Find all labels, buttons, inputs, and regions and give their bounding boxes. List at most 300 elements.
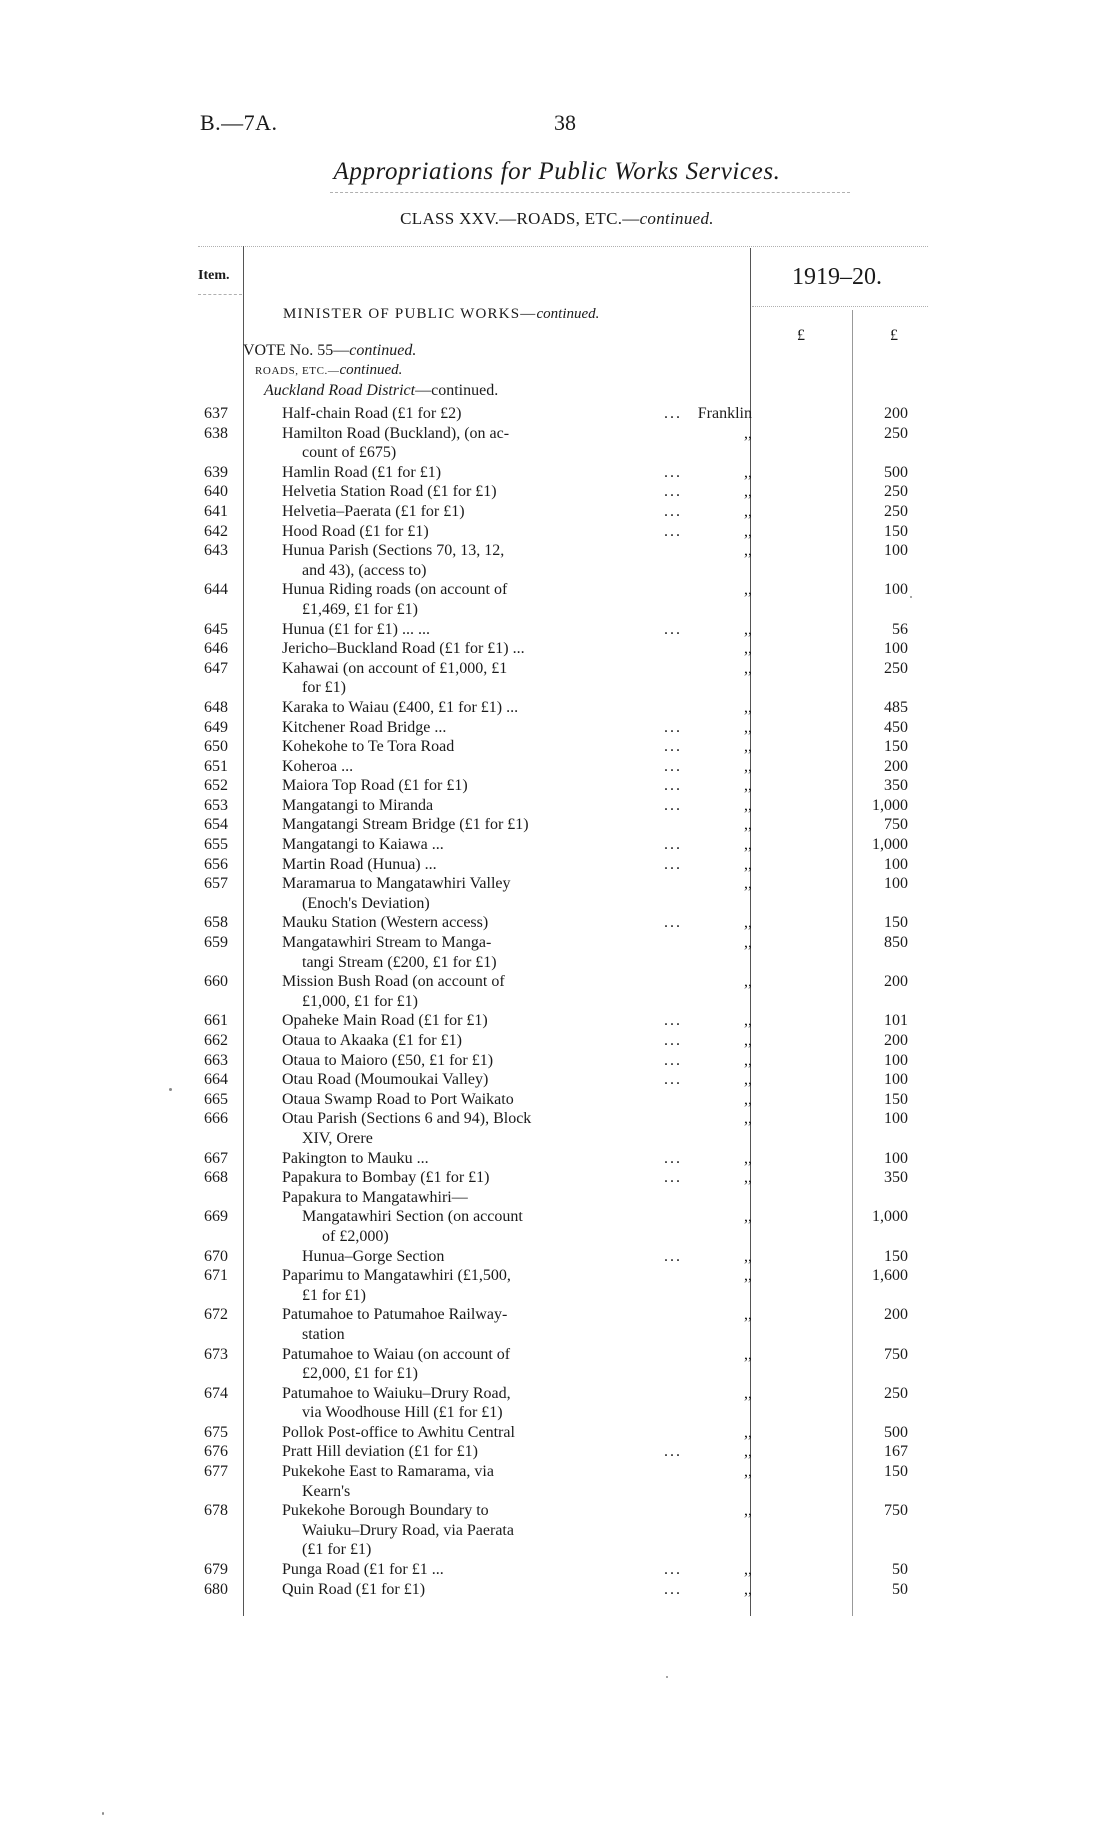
description-line: Martin Road (Hunua) ... (282, 855, 437, 873)
description-line: Helvetia–Paerata (£1 for £1) (282, 502, 465, 520)
item-description (282, 718, 612, 738)
description-line: and 43), (access to) (302, 561, 427, 579)
item-number: 659 (204, 934, 228, 952)
description-line: Otaua Swamp Road to Port Waikato (282, 1090, 514, 1108)
leader-dots: ... (664, 1149, 682, 1167)
title-rule (330, 192, 850, 193)
scan-speck (910, 596, 912, 598)
leader-dots: ... (664, 738, 682, 756)
leader-dots: ... (664, 1032, 682, 1049)
description-line: Punga Road (£1 for £1 ... (282, 1561, 444, 1579)
table-row (0, 698, 1114, 718)
description-line: Waiuku–Drury Road, via Paerata (302, 1521, 514, 1539)
vote-heading-main: VOTE No. 55— (243, 342, 350, 359)
amount-cell: 200 (884, 1032, 908, 1049)
item-number: 665 (204, 1090, 228, 1108)
description-line: Kohekohe to Te Tora Road (282, 738, 455, 756)
amount-cell: 1,000 (872, 1208, 908, 1226)
table-row (0, 463, 1114, 483)
table-row (0, 1423, 1114, 1443)
description-line: Pakington to Mauku ... (282, 1149, 429, 1167)
item-number: 640 (204, 483, 228, 501)
amount-cell: 250 (884, 424, 908, 442)
amount-cell: 1,000 (872, 796, 908, 814)
amount-cell: 100 (884, 1149, 908, 1167)
district-location: ,, (744, 796, 752, 814)
item-description (282, 874, 612, 913)
description-line: Kahawai (on account of £1,000, £1 (282, 659, 508, 677)
amount-cell: 350 (884, 777, 908, 795)
item-description (282, 1305, 612, 1344)
table-row (0, 874, 1114, 913)
description-line: Maramarua to Mangatawhiri Valley (282, 875, 511, 893)
district-location: ,, (744, 1149, 752, 1167)
leader-dots: ... (664, 620, 682, 638)
item-description (282, 1090, 612, 1110)
district-heading-main: Auckland Road District (264, 382, 416, 399)
description-line: Pukekohe East to Ramarama, via (282, 1463, 494, 1481)
amount-cell: 50 (892, 1580, 908, 1598)
table-row (0, 1070, 1114, 1090)
item-description (282, 1266, 612, 1305)
leader-dots: ... (664, 522, 682, 540)
item-description (282, 776, 612, 796)
roads-heading (255, 362, 402, 379)
item-number: 678 (204, 1502, 228, 1520)
description-line: (£1 for £1) (302, 1541, 372, 1559)
description-line: Mangatawhiri Section (on account (302, 1208, 523, 1226)
district-location: ,, (744, 1561, 752, 1579)
description-line: XIV, Orere (302, 1129, 373, 1147)
description-line: £1 for £1) (302, 1286, 366, 1304)
item-description (282, 1011, 612, 1031)
item-description (282, 698, 612, 718)
amount-cell: 850 (884, 934, 908, 952)
item-description (282, 1345, 612, 1384)
amount-cell: 750 (884, 1502, 908, 1520)
district-location: Franklin (697, 405, 752, 422)
description-line: Hunua Riding roads (on account of (282, 581, 508, 599)
description-line: Otaua to Akaaka (£1 for £1) (282, 1032, 462, 1049)
item-number: 675 (204, 1423, 228, 1441)
roads-heading-main: ROADS, ETC.— (255, 365, 340, 377)
item-number: 648 (204, 698, 228, 716)
minister-heading-main: MINISTER OF PUBLIC WORKS— (283, 306, 537, 322)
leader-dots: ... (664, 1012, 682, 1030)
district-location: ,, (744, 934, 752, 952)
item-number: 670 (204, 1247, 228, 1265)
description-line: Kearn's (302, 1482, 351, 1500)
item-description (282, 1168, 612, 1188)
item-description (282, 639, 612, 659)
district-heading-cont: —continued. (415, 382, 499, 399)
district-location: ,, (744, 914, 752, 932)
leader-dots: ... (664, 1443, 682, 1461)
description-line: £1,469, £1 for £1) (302, 600, 418, 618)
district-location: ,, (744, 1247, 752, 1265)
table-row (0, 424, 1114, 463)
vote-heading-cont: continued. (349, 342, 417, 359)
description-line: Mission Bush Road (on account of (282, 973, 505, 991)
district-location: ,, (744, 640, 752, 658)
table-top-rule (198, 246, 928, 247)
table-row (0, 1188, 1114, 1208)
table-row (0, 776, 1114, 796)
item-number: 666 (204, 1110, 228, 1128)
item-description (282, 913, 612, 933)
class-subtitle-cont: continued. (639, 209, 714, 228)
item-number: 656 (204, 855, 228, 873)
item-number: 677 (204, 1463, 228, 1481)
leader-dots: ... (664, 855, 682, 873)
table-row (0, 1305, 1114, 1344)
description-line: £2,000, £1 for £1) (302, 1365, 418, 1383)
amount-cell: 100 (884, 640, 908, 658)
district-location: ,, (744, 1208, 752, 1226)
description-line: count of £675) (302, 444, 397, 462)
district-location: ,, (744, 777, 752, 795)
year-column-header: 1919–20. (792, 264, 882, 290)
leader-dots: ... (664, 502, 682, 520)
table-row (0, 1462, 1114, 1501)
district-location: ,, (744, 620, 752, 638)
district-location: ,, (744, 1169, 752, 1187)
item-description (282, 463, 612, 483)
table-row (0, 1345, 1114, 1384)
amount-cell: 50 (892, 1561, 908, 1579)
description-line: Patumahoe to Patumahoe Railway- (282, 1306, 508, 1324)
district-location: ,, (744, 1306, 752, 1324)
amount-cell: 150 (884, 1090, 908, 1108)
item-description (282, 796, 612, 816)
amount-cell: 100 (884, 875, 908, 893)
district-location: ,, (744, 542, 752, 560)
appropriations-table (0, 404, 1114, 1599)
district-location: ,, (744, 855, 752, 873)
district-location: ,, (744, 816, 752, 834)
item-column-header: Item. (198, 268, 230, 283)
table-row (0, 620, 1114, 640)
description-line: via Woodhouse Hill (£1 for £1) (302, 1404, 503, 1422)
leader-dots: ... (664, 914, 682, 932)
description-line: tangi Stream (£200, £1 for £1) (302, 953, 497, 971)
table-row (0, 522, 1114, 542)
description-line: station (302, 1325, 345, 1343)
amount-cell: 167 (884, 1443, 908, 1461)
amount-cell: 100 (884, 542, 908, 560)
item-description (282, 815, 612, 835)
table-row (0, 933, 1114, 972)
item-number: 652 (204, 777, 228, 795)
description-line: Mangatangi to Kaiawa ... (282, 836, 444, 854)
item-description (282, 835, 612, 855)
item-number: 661 (204, 1012, 228, 1030)
district-location: ,, (744, 581, 752, 599)
description-line: Pukekohe Borough Boundary to (282, 1502, 489, 1520)
district-location: ,, (744, 1110, 752, 1128)
table-row (0, 502, 1114, 522)
amount-cell: 1,000 (872, 836, 908, 854)
leader-dots: ... (664, 777, 682, 795)
table-row (0, 659, 1114, 698)
district-location: ,, (744, 522, 752, 540)
description-line: Koheroa ... (282, 757, 354, 775)
amount-cell: 500 (884, 1423, 908, 1441)
table-row (0, 737, 1114, 757)
description-line: Hunua (£1 for £1) ... ... (282, 620, 430, 638)
item-number: 672 (204, 1306, 228, 1324)
item-description (282, 659, 612, 698)
amount-cell: 200 (884, 757, 908, 775)
amount-cell: 150 (884, 914, 908, 932)
item-description (282, 1247, 612, 1267)
item-number: 637 (204, 405, 228, 422)
amount-cell: 250 (884, 483, 908, 501)
table-row (0, 757, 1114, 777)
item-number: 667 (204, 1149, 228, 1167)
item-number: 658 (204, 914, 228, 932)
scan-speck (169, 1088, 172, 1091)
amount-cell: 200 (884, 1306, 908, 1324)
amount-cell: 101 (884, 1012, 908, 1030)
table-row (0, 482, 1114, 502)
item-number: 679 (204, 1561, 228, 1579)
roads-heading-cont: continued. (339, 362, 403, 378)
description-line: Papakura to Bombay (£1 for £1) (282, 1169, 490, 1187)
district-location: ,, (744, 1071, 752, 1089)
year-header-rule (752, 306, 928, 307)
item-description (282, 737, 612, 757)
district-location: ,, (744, 1443, 752, 1461)
amount-cell: 150 (884, 738, 908, 756)
item-number: 673 (204, 1345, 228, 1363)
item-number: 647 (204, 659, 228, 677)
description-line: Hunua–Gorge Section (302, 1247, 445, 1265)
item-description (282, 972, 612, 1011)
amount-cell: 56 (892, 620, 908, 638)
description-line: Jericho–Buckland Road (£1 for £1) ... (282, 640, 525, 658)
item-number: 660 (204, 973, 228, 991)
district-location: ,, (744, 1502, 752, 1520)
leader-dots: ... (664, 1071, 682, 1089)
table-row (0, 639, 1114, 659)
description-line: Otau Parish (Sections 6 and 94), Block (282, 1110, 532, 1128)
leader-dots: ... (664, 1247, 682, 1265)
leader-dots: ... (664, 796, 682, 814)
leader-dots: ... (664, 483, 682, 501)
item-number: 657 (204, 875, 228, 893)
table-row (0, 1109, 1114, 1148)
leader-dots: ... (664, 1169, 682, 1187)
description-line: Quin Road (£1 for £1) (282, 1580, 426, 1598)
description-line: Helvetia Station Road (£1 for £1) (282, 483, 497, 501)
item-number: 663 (204, 1051, 228, 1069)
description-line: Pollok Post-office to Awhitu Central (282, 1423, 515, 1441)
leader-dots: ... (664, 1580, 682, 1598)
item-number: 649 (204, 718, 228, 736)
leader-dots: ... (664, 463, 682, 481)
district-location: ,, (744, 1423, 752, 1441)
item-description (282, 933, 612, 972)
description-line: Maiora Top Road (£1 for £1) (282, 777, 468, 795)
table-row (0, 1207, 1114, 1246)
item-description (282, 1384, 612, 1423)
item-description (282, 620, 612, 640)
district-heading (264, 382, 498, 400)
table-row (0, 1051, 1114, 1071)
item-description (282, 757, 612, 777)
item-description (282, 502, 612, 522)
item-number: 662 (204, 1032, 228, 1049)
district-location: ,, (744, 1051, 752, 1069)
district-location: ,, (744, 1384, 752, 1402)
item-description (282, 1031, 612, 1051)
table-row (0, 1442, 1114, 1462)
table-row (0, 541, 1114, 580)
item-description (282, 1149, 612, 1169)
district-location: ,, (744, 483, 752, 501)
item-description (282, 580, 612, 619)
table-row (0, 1580, 1114, 1600)
description-line: Half-chain Road (£1 for £2) (282, 405, 462, 422)
description-line: Paparimu to Mangatawhiri (£1,500, (282, 1267, 511, 1285)
table-row (0, 718, 1114, 738)
amount-cell: 150 (884, 1463, 908, 1481)
item-number: 674 (204, 1384, 228, 1402)
description-line: Kitchener Road Bridge ... (282, 718, 447, 736)
table-row (0, 1266, 1114, 1305)
amount-cell: 100 (884, 1051, 908, 1069)
item-number: 642 (204, 522, 228, 540)
item-number: 650 (204, 738, 228, 756)
amount-cell: 750 (884, 1345, 908, 1363)
description-line: for £1) (302, 679, 346, 697)
leader-dots: ... (664, 836, 682, 854)
amount-cell: 150 (884, 522, 908, 540)
description-line: Hunua Parish (Sections 70, 13, 12, (282, 542, 505, 560)
scan-speck (666, 1676, 668, 1678)
vote-heading (243, 342, 416, 360)
amount-cell: 100 (884, 1110, 908, 1128)
leader-dots: ... (664, 1561, 682, 1579)
amount-cell: 500 (884, 463, 908, 481)
table-row (0, 404, 1114, 424)
item-description (282, 1188, 612, 1208)
document-code: B.—7A. (200, 110, 278, 135)
item-description (282, 1580, 612, 1600)
district-location: ,, (744, 1012, 752, 1030)
item-number: 668 (204, 1169, 228, 1187)
minister-heading-cont: continued. (536, 306, 600, 322)
page-title: Appropriations for Public Works Services. (333, 158, 781, 185)
item-description (282, 1462, 612, 1501)
leader-dots: ... (664, 1051, 682, 1069)
class-subtitle-main: CLASS XXV.—ROADS, ETC.— (400, 209, 640, 228)
item-description (282, 1442, 612, 1462)
scan-speck (102, 1812, 104, 1815)
district-location: ,, (744, 1345, 752, 1363)
description-line: Papakura to Mangatawhiri— (282, 1188, 468, 1206)
item-description (282, 855, 612, 875)
district-location: ,, (744, 659, 752, 677)
description-line: of £2,000) (322, 1227, 389, 1245)
item-header-rule (198, 294, 242, 295)
amount-cell: 1,600 (872, 1267, 908, 1285)
table-row (0, 815, 1114, 835)
item-number: 669 (204, 1208, 228, 1226)
item-description (282, 541, 612, 580)
amount-cell: 250 (884, 1384, 908, 1402)
amount-cell: 750 (884, 816, 908, 834)
table-row (0, 1090, 1114, 1110)
leader-dots: ... (664, 718, 682, 736)
description-line: Otaua to Maioro (£50, £1 for £1) (282, 1051, 494, 1069)
item-number: 655 (204, 836, 228, 854)
amount-cell: 350 (884, 1169, 908, 1187)
description-line: Patumahoe to Waiau (on account of (282, 1345, 511, 1363)
table-row (0, 1168, 1114, 1188)
amount-cell: 250 (884, 659, 908, 677)
item-number: 645 (204, 620, 228, 638)
description-line: Hood Road (£1 for £1) (282, 522, 429, 540)
table-row (0, 855, 1114, 875)
district-location: ,, (744, 836, 752, 854)
description-line: (Enoch's Deviation) (302, 894, 430, 912)
pound-symbol-1: £ (797, 327, 805, 344)
item-number: 639 (204, 463, 228, 481)
item-description (282, 1070, 612, 1090)
item-description (282, 522, 612, 542)
district-location: ,, (744, 973, 752, 991)
item-number: 644 (204, 581, 228, 599)
table-row (0, 972, 1114, 1011)
amount-cell: 200 (884, 405, 908, 422)
item-description (282, 1109, 612, 1148)
district-location: ,, (744, 1267, 752, 1285)
class-subtitle (0, 209, 1114, 229)
description-line: Otau Road (Moumoukai Valley) (282, 1071, 489, 1089)
description-line: Mauku Station (Western access) (282, 914, 489, 932)
description-line: Mangatangi Stream Bridge (£1 for £1) (282, 816, 529, 834)
item-description (282, 1501, 612, 1560)
item-number: 671 (204, 1267, 228, 1285)
item-number: 646 (204, 640, 228, 658)
amount-cell: 100 (884, 855, 908, 873)
item-number: 664 (204, 1071, 228, 1089)
leader-dots: ... (664, 757, 682, 775)
table-row (0, 1247, 1114, 1267)
item-description (282, 404, 612, 424)
item-number: 654 (204, 816, 228, 834)
description-line: Mangatawhiri Stream to Manga- (282, 934, 492, 952)
amount-cell: 485 (884, 698, 908, 716)
table-row (0, 913, 1114, 933)
leader-dots: ... (664, 405, 682, 422)
district-location: ,, (744, 698, 752, 716)
district-location: ,, (744, 1580, 752, 1598)
item-number: 676 (204, 1443, 228, 1461)
minister-heading (283, 306, 599, 323)
table-row (0, 835, 1114, 855)
item-description (282, 482, 612, 502)
item-number: 641 (204, 502, 228, 520)
amount-cell: 100 (884, 581, 908, 599)
district-location: ,, (744, 757, 752, 775)
table-row (0, 1031, 1114, 1051)
description-line: Opaheke Main Road (£1 for £1) (282, 1012, 488, 1030)
item-description (282, 1560, 612, 1580)
item-description (282, 1423, 612, 1443)
